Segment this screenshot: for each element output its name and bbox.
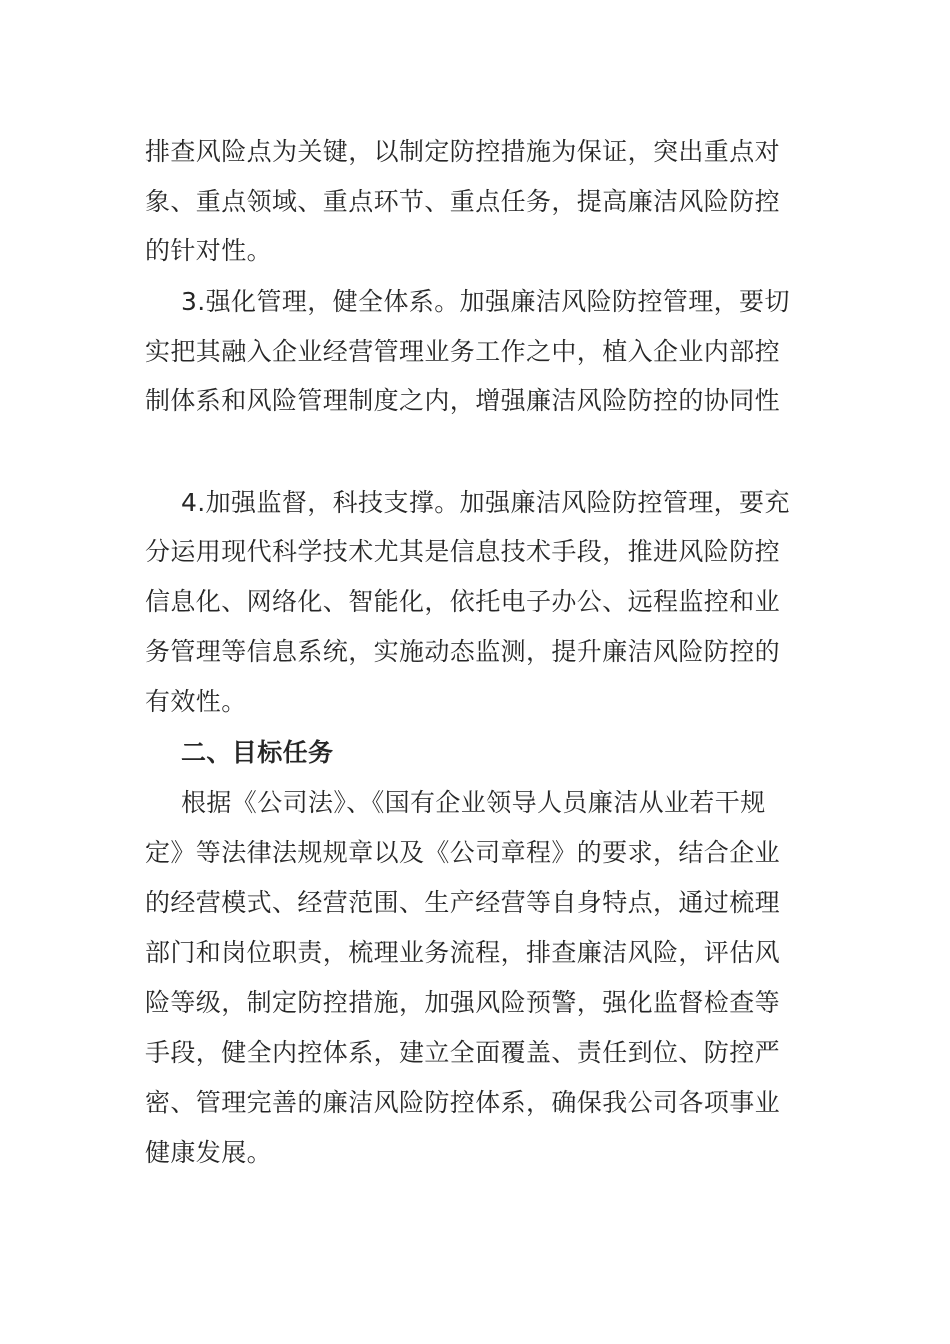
text-line: 根据《公司法》、《国有企业领导人员廉洁从业若干规 bbox=[181, 788, 766, 817]
text-line: 排查风险点为关键，以制定防控措施为保证，突出重点对 bbox=[145, 137, 781, 166]
text-line: 定》等法律法规规章以及《公司章程》的要求，结合企业 bbox=[145, 838, 781, 867]
text-line: 部门和岗位职责，梳理业务流程，排查廉洁风险，评估风 bbox=[145, 938, 781, 967]
text-line: 险等级，制定防控措施，加强风险预警，强化监督检查等 bbox=[145, 988, 781, 1017]
text-line: 健康发展。 bbox=[145, 1138, 273, 1167]
text-line: 实把其融入企业经营管理业务工作之中，植入企业内部控 bbox=[145, 337, 781, 366]
text-line: 的针对性。 bbox=[145, 236, 273, 265]
text-line: 象、重点领域、重点环节、重点任务，提高廉洁风险防控 bbox=[145, 187, 781, 216]
text-line: 务管理等信息系统，实施动态监测，提升廉洁风险防控的 bbox=[145, 637, 781, 666]
text-line: 有效性。 bbox=[145, 687, 247, 716]
text-line: 3.强化管理，健全体系。加强廉洁风险防控管理，要切 bbox=[181, 287, 790, 316]
text-line: 密、管理完善的廉洁风险防控体系，确保我公司各项事业 bbox=[145, 1088, 781, 1117]
text-line: 4.加强监督，科技支撑。加强廉洁风险防控管理，要充 bbox=[181, 488, 790, 517]
section-heading: 二、目标任务 bbox=[181, 738, 334, 767]
text-line: 信息化、网络化、智能化，依托电子办公、远程监控和业 bbox=[145, 587, 781, 616]
text-line: 分运用现代科学技术尤其是信息技术手段，推进风险防控 bbox=[145, 537, 781, 566]
text-line: 手段，健全内控体系，建立全面覆盖、责任到位、防控严 bbox=[145, 1038, 781, 1067]
text-line: 的经营模式、经营范围、生产经营等自身特点，通过梳理 bbox=[145, 888, 781, 917]
text-line: 制体系和风险管理制度之内，增强廉洁风险防控的协同性 bbox=[145, 386, 781, 415]
